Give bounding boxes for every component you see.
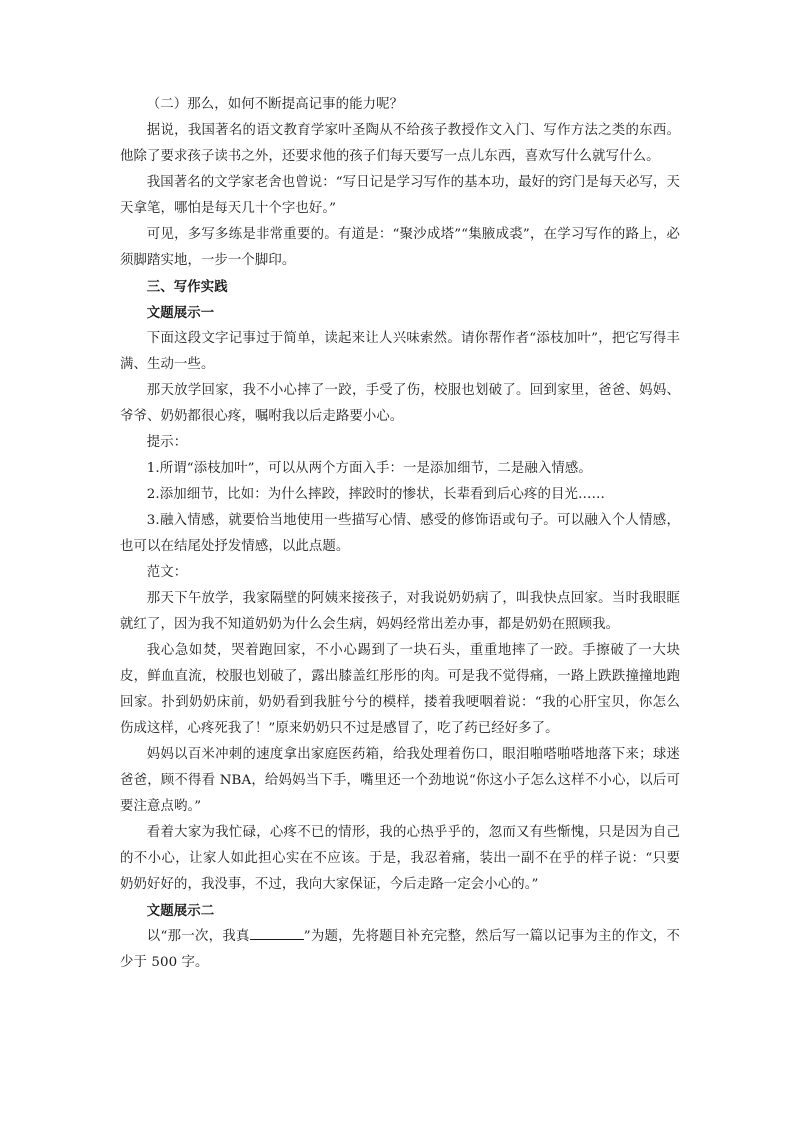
sample-paragraph-2: 我心急如焚，哭着跑回家，不小心踢到了一块石头，重重地摔了一跤。手擦破了一大块皮，鲜血直流，校服也划破了，露出膝盖红彤彤的肉。可是我不觉得痛，一路上跌跌撞撞地跑回家。扑到奶奶床前，奶奶看到我脏兮兮的模样，搂着我哽咽着说：“我的心肝宝贝，你怎么伤成这样，心疼死我了！”原来奶奶只不过是感冒了，吃了药已经好多了。 (120, 643, 680, 736)
sample-paragraph-3: 妈妈以百米冲刺的速度拿出家庭医药箱，给我处理着伤口，眼泪啪嗒啪嗒地落下来；球迷爸爸，顾不得看 NBA，给妈妈当下手，嘴里还一个劲地说“你这小子怎么这样不小心，以后可要注意点哟。” (120, 747, 680, 814)
section-heading-3: 三、写作实践 (146, 279, 228, 295)
hint-3: 3.融入情感，就要恰当地使用一些描写心情、感受的修饰语或句子。可以融入个人情感，也可以在结尾处抒发情感，以此点题。 (120, 513, 680, 554)
topic-2-prompt-start: 以“那一次，我真 (146, 929, 250, 944)
topic-1-title: 文题展示一 (146, 305, 215, 321)
sample-label: 范文： (146, 565, 188, 580)
paragraph-lao-she: 我国著名的文学家老舍也曾说：“写日记是学习写作的基本功，最好的窍门是每天必写，天天拿笔，哪怕是每天几十个字也好。” (120, 175, 680, 216)
sample-paragraph-4: 看着大家为我忙碌，心疼不已的情形，我的心热乎乎的，忽而又有些惭愧，只是因为自己的不小心，让家人如此担心实在不应该。于是，我忍着痛，装出一副不在乎的样子说：“只要奶奶好好的，我没事，不过，我向大家保证，今后走路一定会小心的。” (120, 825, 680, 892)
hint-label: 提示： (146, 435, 188, 450)
document-page (120, 92, 680, 976)
topic-2-title: 文题展示二 (146, 903, 215, 919)
paragraph-ye-shengtao: 据说，我国著名的语文教育学家叶圣陶从不给孩子教授作文入门、写作方法之类的东西。他除了要求孩子读书之外，还要求他的孩子们每天要写一点儿东西，喜欢写什么就写什么。 (120, 123, 680, 164)
fill-in-blank (250, 925, 304, 940)
hint-1: 1.所谓“添枝加叶”，可以从两个方面入手：一是添加细节，二是融入情感。 (146, 461, 592, 476)
hint-2: 2.添加细节，比如：为什么摔跤，摔跤时的惨状，长辈看到后心疼的目光…… (146, 487, 605, 502)
topic-2-prompt-end: ”为题，先将题目补充完整，然后写一篇以记事为主的作文，不少于 500 字。 (120, 929, 680, 970)
sample-paragraph-1: 那天下午放学，我家隔壁的阿姨来接孩子，对我说奶奶病了，叫我快点回家。当时我眼眶就红了，因为我不知道奶奶为什么会生病，妈妈经常出差办事，都是奶奶在照顾我。 (120, 591, 680, 632)
topic-1-prompt: 下面这段文字记事过于简单，读起来让人兴味索然。请你帮作者“添枝加叶”，把它写得丰满、生动一些。 (120, 331, 680, 372)
topic-2-prompt (120, 924, 680, 976)
topic-1-text: 那天放学回家，我不小心摔了一跤，手受了伤，校服也划破了。回到家里，爸爸、妈妈、爷爷、奶奶都很心疼，嘱咐我以后走路要小心。 (120, 383, 680, 424)
paragraph-conclusion: 可见，多写多练是非常重要的。有道是：“聚沙成塔”“集腋成裘”，在学习写作的路上，必须脚踏实地，一步一个脚印。 (120, 227, 680, 268)
section-heading-2: （二）那么，如何不断提高记事的能力呢？ (146, 97, 404, 112)
